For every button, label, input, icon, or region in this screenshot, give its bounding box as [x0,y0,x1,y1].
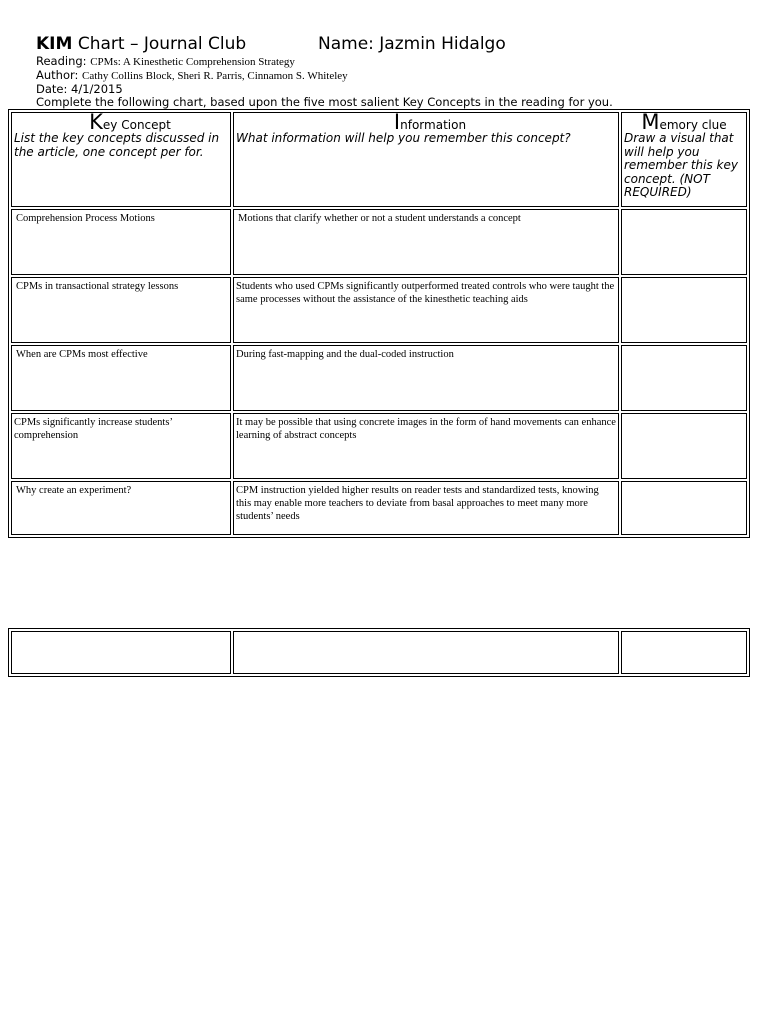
memory-cell[interactable] [621,413,747,479]
table-row [11,481,747,535]
key-header-label: ey Concept [102,118,171,132]
information-cell[interactable]: It may be possible that using concrete images in the form of hand movements can enhance learning of abstract concepts [233,413,619,479]
concept-cell[interactable]: CPMs in transactional strategy lessons [11,277,231,343]
document-header [36,33,756,109]
memory-clue-header [621,112,747,207]
author-line [36,69,756,83]
information-cell[interactable]: During fast-mapping and the dual-coded instruction [233,345,619,411]
information-cell[interactable] [233,631,619,674]
memory-header-description: Draw a visual that will help you remember this key concept. (NOT REQUIRED) [624,131,738,199]
memory-cell[interactable] [621,481,747,535]
memory-cell[interactable] [621,277,747,343]
concept-cell[interactable]: CPMs significantly increase students’ comprehension [11,413,231,479]
concept-cell[interactable]: Comprehension Process Motions [11,209,231,275]
information-header-label: nformation [400,118,467,132]
concept-cell[interactable]: Why create an experiment? [11,481,231,535]
table-row [11,277,747,343]
header-row [11,112,747,207]
information-letter: I [393,112,401,134]
information-cell[interactable]: Motions that clarify whether or not a student understands a concept [233,209,619,275]
reading-value: CPMs: A Kinesthetic Comprehension Strategy [90,56,295,68]
table-row [11,345,747,411]
memory-letter: M [641,112,660,134]
information-header-description: What information will help you remember this concept? [236,131,571,145]
instructions: Complete the following chart, based upon the five most salient Key Concepts in the reading for you. [36,95,613,109]
key-letter: K [89,112,103,134]
information-cell[interactable]: Students who used CPMs significantly outperformed treated controls who were taught the same processes without the assistance of the kinesthetic teaching aids [233,277,619,343]
table-row [11,413,747,479]
information-header [233,112,619,207]
table-row [11,209,747,275]
title-rest: Chart – Journal Club [72,34,247,54]
table-row [11,631,747,674]
key-header-description: List the key concepts discussed in the article, one concept per for. [14,131,220,159]
concept-cell[interactable] [11,631,231,674]
reading-label: Reading: [36,54,87,68]
reading-line [36,55,756,69]
information-cell[interactable]: CPM instruction yielded higher results on reader tests and standardized tests, knowing this may enable more teachers to deviate from basal approaches to meet many more students’ needs [233,481,619,535]
kim-chart-table [8,109,750,538]
key-concept-header [11,112,231,207]
memory-cell[interactable] [621,345,747,411]
date-line: Date: 4/1/2015 [36,82,123,96]
memory-header-label: emory clue [659,118,727,132]
author-value: Cathy Collins Block, Sheri R. Parris, Cinnamon S. Whiteley [82,70,348,82]
extra-blank-table [8,628,750,677]
title-bold: KIM [36,34,73,54]
chart-title [36,33,756,55]
concept-cell[interactable]: When are CPMs most effective [11,345,231,411]
memory-cell[interactable] [621,631,747,674]
memory-cell[interactable] [621,209,747,275]
student-name: Name: Jazmin Hidalgo [318,34,506,54]
author-label: Author: [36,68,79,82]
